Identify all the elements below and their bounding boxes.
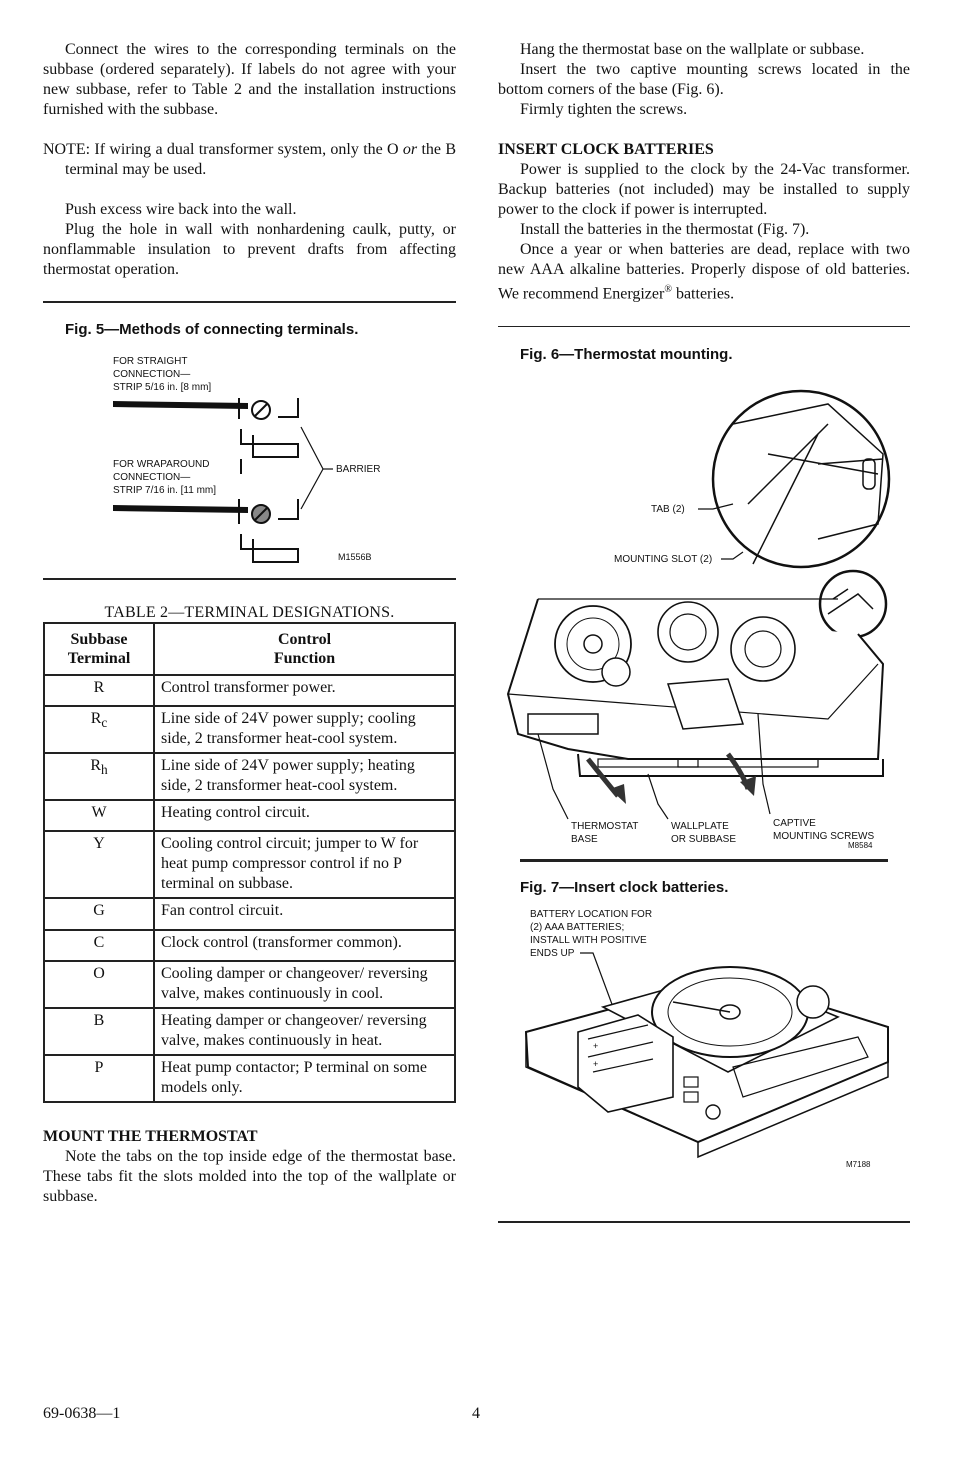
fig5-terminal-diagram — [43, 339, 456, 574]
terminal-designations-table — [43, 622, 456, 1103]
note-text-a: NOTE: If wiring a dual transformer system, only the O — [43, 141, 403, 158]
terminal-cell: $R_c$ — [44, 706, 154, 753]
fig7-battery-diagram — [498, 897, 910, 1187]
mount-paragraph: Note the tabs on the top inside edge of the thermostat base. These tabs fit the slots molded into the top of the wallplate or subbase. — [43, 1147, 456, 1205]
table-row — [44, 753, 455, 800]
battery-leader — [580, 953, 613, 1007]
table-header-terminal: Subbase Terminal — [44, 623, 154, 675]
fig6-wall-label-1: WALLPLATE — [671, 821, 729, 833]
terminal-cell: G — [44, 898, 154, 929]
function-cell: Fan control circuit. — [154, 898, 455, 929]
coil — [658, 602, 718, 662]
fig6-screws-label-2: MOUNTING SCREWS — [773, 831, 875, 843]
svg-text:+: + — [593, 1041, 599, 1052]
divider — [43, 578, 456, 580]
terminal-cell: O — [44, 961, 154, 1008]
barrier-leader — [301, 427, 323, 509]
left-column — [43, 40, 456, 1207]
table-row — [44, 930, 455, 961]
install-paragraph: Install the batteries in the thermostat (Fig. 7). — [520, 221, 810, 238]
note-or: or — [402, 141, 418, 158]
fig5-caption: Fig. 5—Methods of connecting terminals. — [65, 321, 359, 338]
table-row — [44, 706, 455, 753]
fig6-base-label-2: BASE — [571, 834, 598, 846]
screws-paragraph: Insert the two captive mounting screws located in the bottom corners of the base (Fig. 6). — [498, 61, 910, 98]
batteries-heading: INSERT CLOCK BATTERIES — [498, 141, 714, 158]
plug-hole-paragraph: Plug the hole in wall with nonhardening caulk, putty, or nonflammable insulation to prevent drafts from affecting thermostat operation. — [43, 221, 456, 278]
function-cell: Line side of 24V power supply; heating side, 2 transformer heat-cool system. — [154, 753, 455, 800]
fig5-wrap-label-1: FOR WRAPAROUND — [113, 459, 210, 470]
fig7-label-4: ENDS UP — [530, 948, 575, 960]
terminal-cell: P — [44, 1055, 154, 1102]
push-wire-paragraph: Push excess wire back into the wall. — [65, 201, 297, 218]
fig7-label-2: (2) AAA BATTERIES; — [530, 922, 625, 934]
coil — [731, 617, 795, 681]
function-cell: Line side of 24V power supply; cooling side, 2 transformer heat-cool system. — [154, 706, 455, 753]
fig6-wall-label-2: OR SUBBASE — [671, 834, 737, 846]
fig6-mounting-diagram — [498, 364, 910, 849]
fig7-label-3: INSTALL WITH POSITIVE — [530, 935, 647, 947]
table-header-row — [44, 623, 455, 675]
svg-text:+: + — [593, 1059, 599, 1070]
mount-heading: MOUNT THE THERMOSTAT — [43, 1127, 258, 1145]
table-row — [44, 1008, 455, 1055]
table-body — [44, 675, 455, 1102]
fig6-slot-label: MOUNTING SLOT (2) — [614, 554, 713, 566]
terminal-cell: R — [44, 675, 154, 706]
fig5-straight-label-1: FOR STRAIGHT — [113, 356, 188, 367]
straight-wire — [113, 401, 248, 409]
page-number: 4 — [472, 1405, 480, 1422]
function-cell: Cooling control circuit; jumper to W for heat pump compressor control if no P terminal on subbase. — [154, 831, 455, 898]
wiring-paragraph: Connect the wires to the corresponding terminals on the subbase (ordered separately). If labels do not agree with your new subbase, refer to Table 2 and the installation instructions furnished with the subbase. — [43, 41, 456, 118]
table-row — [44, 1055, 455, 1102]
fig5-wrap-label-3: STRIP 7/16 in. [11 mm] — [113, 485, 217, 496]
function-cell: Heating damper or changeover/ reversing valve, makes continuously in heat. — [154, 1008, 455, 1055]
fig5-code: M1556B — [338, 552, 372, 562]
terminal-cell: C — [44, 930, 154, 961]
document-number: 69-0638—1 — [43, 1405, 121, 1422]
function-cell: Heating control circuit. — [154, 800, 455, 831]
table-row — [44, 898, 455, 929]
function-cell: Clock control (transformer common). — [154, 930, 455, 961]
divider — [498, 1221, 910, 1223]
wraparound-wire — [113, 505, 248, 513]
note-text-b: the B terminal may be used. — [65, 141, 456, 178]
fig5-straight-label-3: STRIP 5/16 in. [8 mm] — [113, 382, 212, 393]
terminal-cell: Y — [44, 831, 154, 898]
tab-detail-circle — [820, 571, 886, 637]
fig6-caption: Fig. 6—Thermostat mounting. — [520, 346, 733, 364]
table-title: TABLE 2—TERMINAL DESIGNATIONS. — [104, 604, 395, 621]
replace-paragraph: Once a year or when batteries are dead, replace with two new AAA alkaline batteries. Properly dispose of old batteries. We recommend Energizer® batteries. — [498, 241, 910, 303]
function-cell: Cooling damper or changeover/ reversing valve, makes continuously in cool. — [154, 961, 455, 1008]
table-header-function: Control Function — [154, 623, 455, 675]
right-column — [498, 40, 910, 1223]
fig5-barrier-label: BARRIER — [336, 464, 381, 475]
fig7-code: M7188 — [846, 1160, 871, 1170]
power-paragraph: Power is supplied to the clock by the 24-Vac transformer. Backup batteries (not included) may be installed to supply power to the clock if power is interrupted. — [498, 161, 910, 218]
fig7-label-1: BATTERY LOCATION FOR — [530, 909, 653, 921]
fig6-code: M8584 — [848, 841, 873, 850]
table-row — [44, 831, 455, 898]
fig6-base-label-1: THERMOSTAT — [571, 821, 639, 833]
terminal-cell: $R_h$ — [44, 753, 154, 800]
table-row — [44, 961, 455, 1008]
fig5-wrap-label-2: CONNECTION— — [113, 472, 191, 483]
tighten-paragraph: Firmly tighten the screws. — [520, 101, 688, 118]
fig6-screws-label-1: CAPTIVE — [773, 818, 816, 830]
function-cell: Heat pump contactor; P terminal on some models only. — [154, 1055, 455, 1102]
fig5-straight-label-2: CONNECTION— — [113, 369, 191, 380]
terminal-cell: B — [44, 1008, 154, 1055]
fig7-caption: Fig. 7—Insert clock batteries. — [520, 879, 729, 897]
table-row — [44, 675, 455, 706]
function-cell: Control transformer power. — [154, 675, 455, 706]
hang-paragraph: Hang the thermostat base on the wallplate or subbase. — [520, 41, 865, 58]
table-row — [44, 800, 455, 831]
fig6-tab-label: TAB (2) — [651, 504, 685, 516]
terminal-cell: W — [44, 800, 154, 831]
dual-transformer-note — [43, 140, 456, 180]
